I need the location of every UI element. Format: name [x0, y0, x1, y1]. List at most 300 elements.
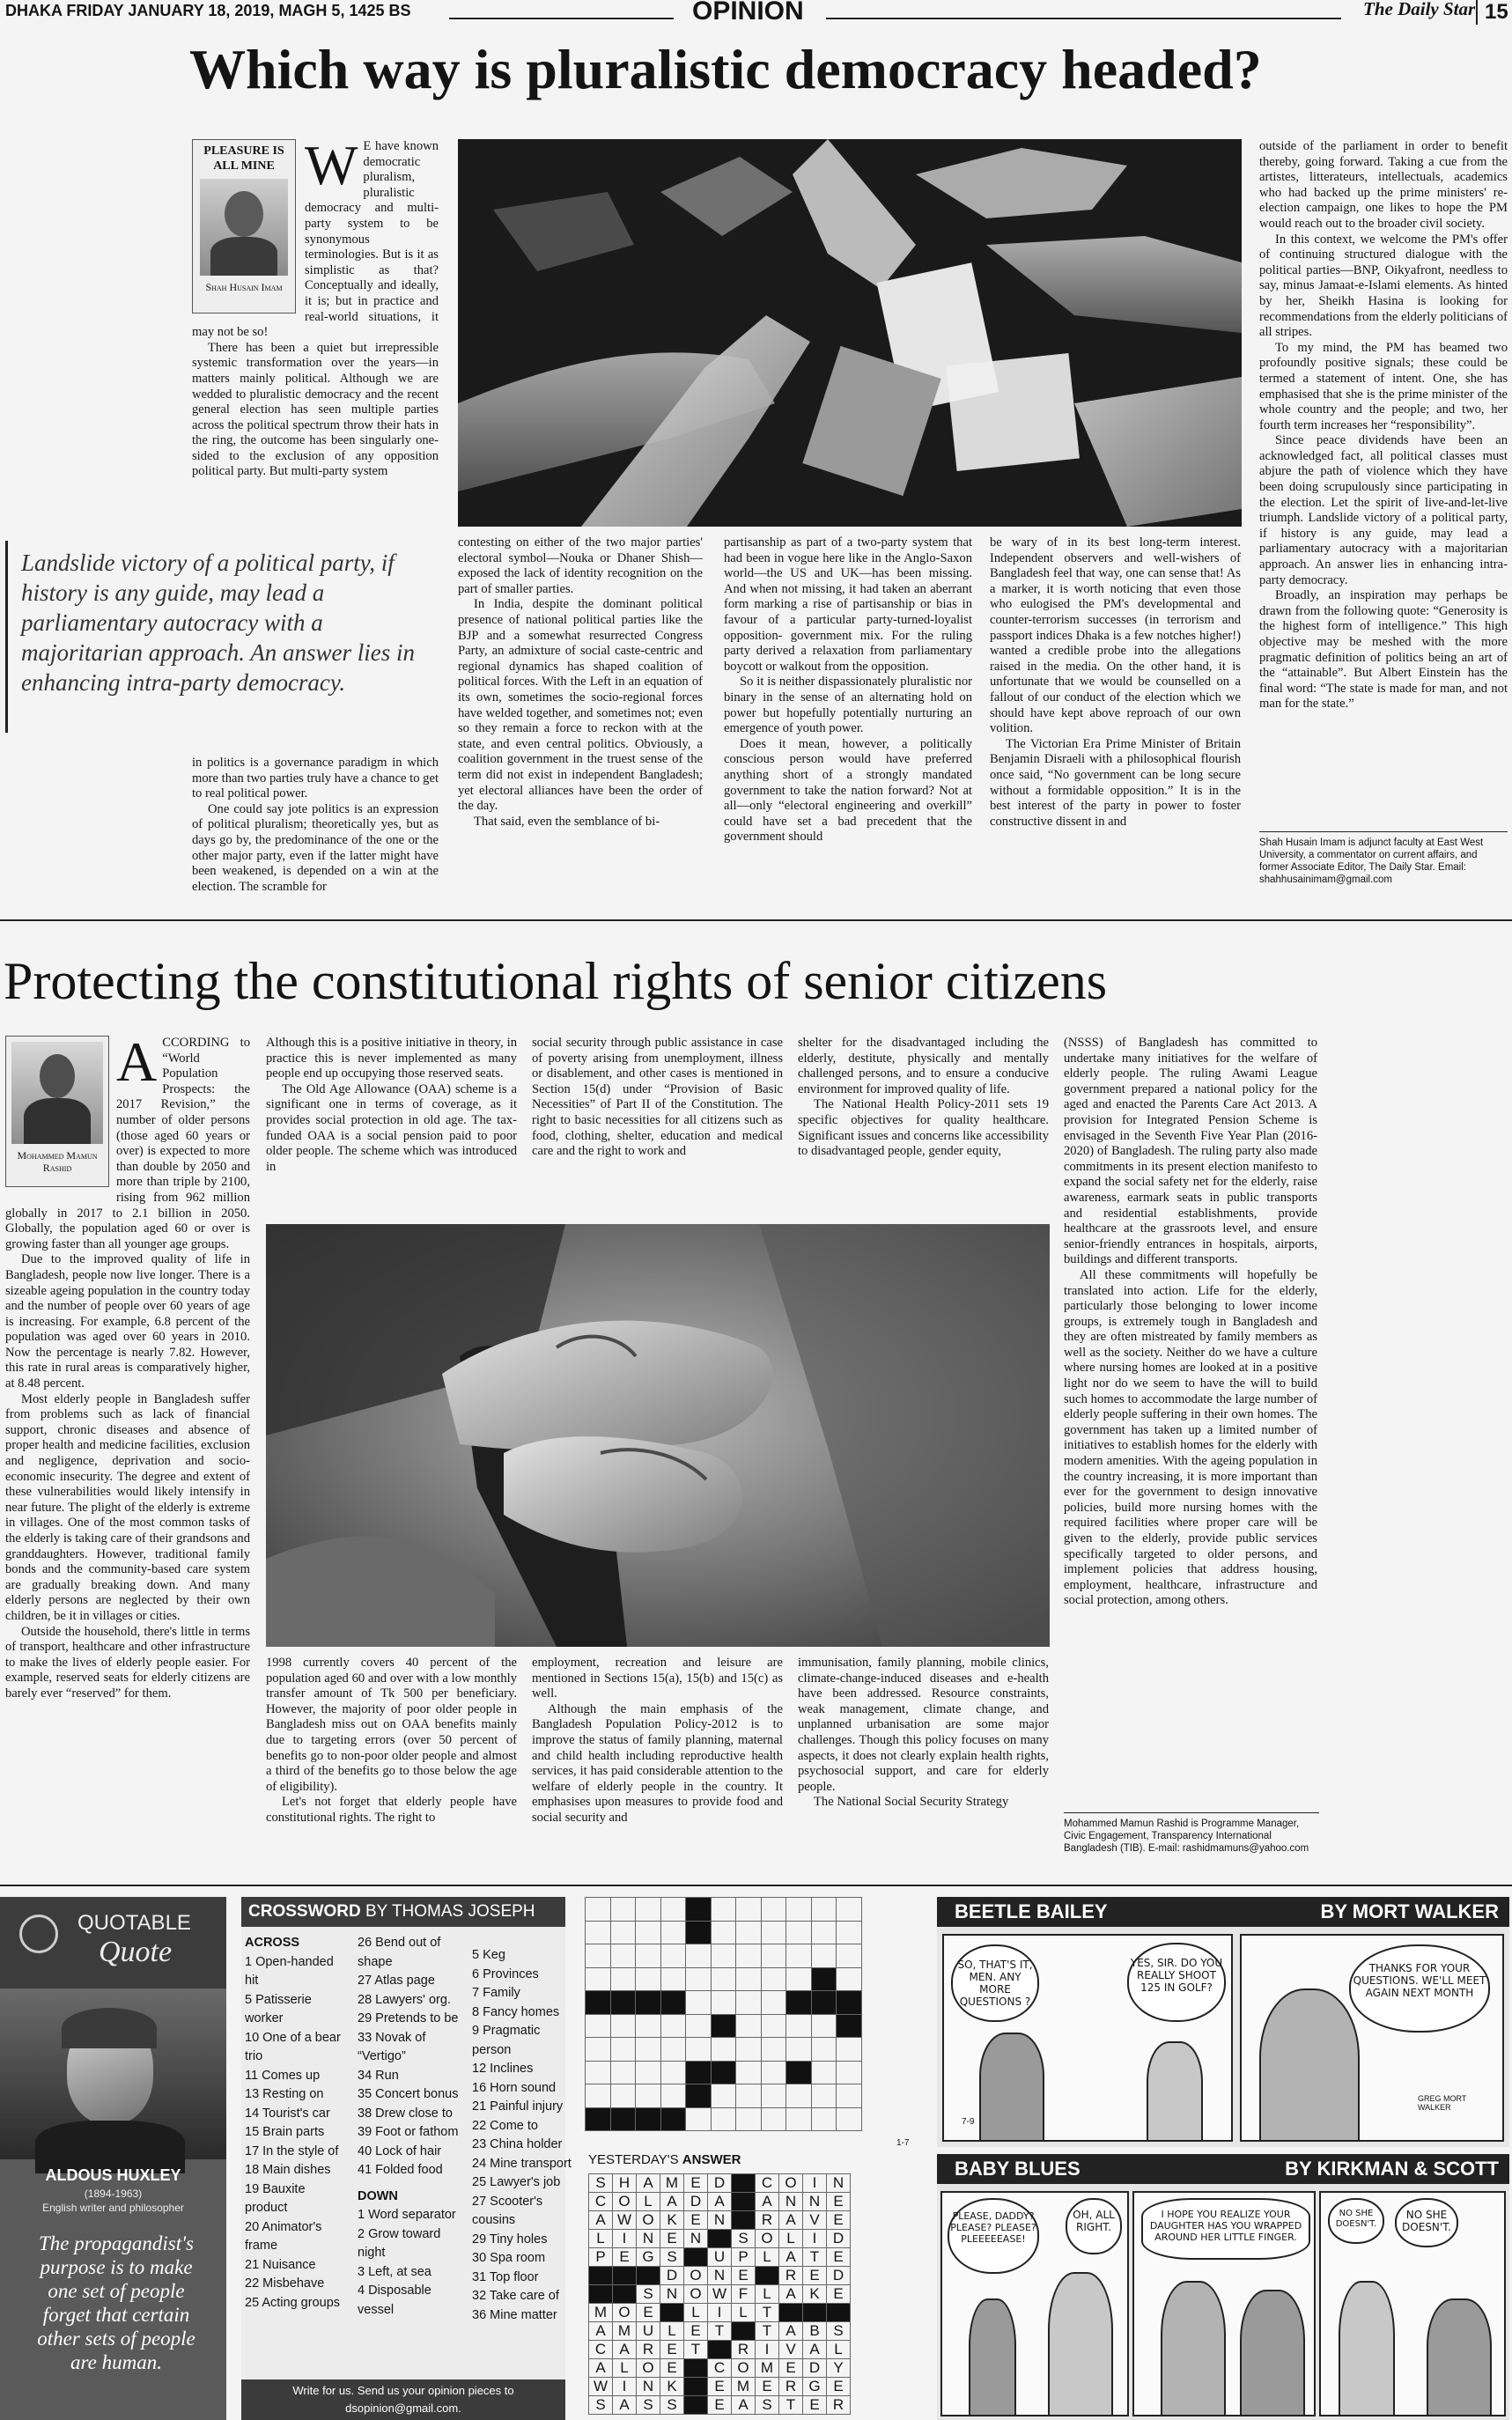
quote-text: The propagandist's purpose is to make one set of people forget that certain other sets of people are human.	[37, 2232, 195, 2373]
grid-cell[interactable]	[711, 2107, 736, 2131]
comic-artist: BY KIRKMAN & SCOTT	[1285, 2158, 1499, 2180]
portrait-huxley	[0, 1988, 226, 2159]
grid-cell[interactable]	[786, 2061, 812, 2084]
character-father	[1427, 2298, 1492, 2416]
grid-cell[interactable]	[837, 2038, 862, 2062]
grid-cell[interactable]	[610, 1967, 636, 1991]
grid-cell[interactable]	[660, 1898, 686, 1922]
paragraph: In India, despite the dominant political presence of national political parties like the BJP and a somewhat resurrected Congress Party, an admixture of social caste-centric and regional dynamics has shaped coalition of political forces. With the Left in an equation of its own, sometimes the socio-regional forces have welded together, and sometimes not; even so they remain a force to reckon with at the state, and even central politics. Obviously, a coalition government in the truest sense of the term did not exist in independent Bangladesh; yet electoral alliances have been the order of the day.	[458, 597, 703, 814]
article2-author-bio: Mohammed Mamun Rashid is Programme Manager, Civic Engagement, Transparency International Bangladesh (TIB). E-mail: rashidmamuns@yahoo.com	[1064, 1819, 1309, 1854]
hands-illustration	[458, 139, 1242, 527]
article2-col2-top	[266, 1036, 517, 1212]
grid-cell[interactable]	[761, 1967, 786, 1991]
across-clues-col1: ACROSS 1 Open-handed hit 5 Patisserie worker 10 One of a bear trio 11 Comes up 13 Resting on 14 Tourist's car 15 Brain parts 17 In the style of 18 Main dishes 19 Bauxite product 20 Animator's frame 21 Nuisance 22 Misbehave 25 Acting groups	[245, 1936, 341, 2310]
grid-cell[interactable]	[811, 2061, 837, 2084]
answer-cell: C	[589, 2193, 613, 2211]
grid-cell[interactable]	[761, 2107, 786, 2131]
grid-cell[interactable]	[736, 2084, 762, 2108]
grid-cell[interactable]	[636, 1991, 661, 2015]
grid-cell[interactable]	[761, 1921, 786, 1944]
paper-name: The Daily Star	[1363, 0, 1476, 19]
page-number: 15	[1476, 0, 1508, 25]
paragraph: social security through public assistance in case of poverty arising from unemployment, illness or disablement, and other cases is mentioned in Section 15(d) under “Provision of Basic Necessities” of Part II of the Constitution. The right to basic necessities for all citizens such as food, clothing, shelter, education and medical care and the right to work and	[532, 1036, 783, 1159]
grid-cell[interactable]	[837, 2084, 862, 2108]
answer-cell: D	[660, 2267, 684, 2285]
grid-cell[interactable]	[686, 1967, 712, 1991]
character-mother	[1339, 2281, 1395, 2416]
paragraph: Let's not forget that elderly people have constitutional rights. The right to	[266, 1795, 517, 1825]
dropcap: A	[116, 1030, 158, 1093]
answer-cell	[684, 2359, 708, 2378]
grid-cell[interactable]	[711, 1898, 736, 1922]
grid-cell[interactable]	[761, 2084, 786, 2108]
grid-cell[interactable]	[736, 2038, 762, 2062]
answer-cell: E	[708, 2396, 732, 2415]
speech-bubble-icon	[19, 1915, 58, 1953]
dateline: DHAKA FRIDAY JANUARY 18, 2019, MAGH 5, 1425 BS	[5, 2, 411, 19]
answer-cell: O	[732, 2359, 756, 2378]
paragraph: The Victorian Era Prime Minister of Britain Benjamin Disraeli with a philosophical flourish once said, “No government can be long secure without a formidable opposition.” It is in the best interest of the party in power to foster constructive dissent in and	[990, 736, 1241, 829]
grid-cell[interactable]	[837, 2014, 862, 2038]
comic-panel-2	[1240, 1934, 1504, 2142]
grid-cell[interactable]	[610, 2107, 636, 2131]
grid-cell[interactable]	[610, 2084, 636, 2108]
paragraph: So it is neither dispassionately pluralistic nor binary in the sense of an alternating hold on power but hopefully potentially nurturing an emergence of youth power.	[724, 675, 972, 736]
paragraph: 1998 currently covers 40 percent of the population aged 60 and over with a low monthly transfer amount of Tk 500 per beneficiary. However, the majority of poor older people in Bangladesh miss out on OAA benefits mainly due to targeting errors (over 50 percent of benefits go to non-poor older people and almost a third of the benefits go to those below the age of eligibility).	[266, 1656, 517, 1794]
grid-cell[interactable]	[736, 2061, 762, 2084]
paragraph: The Old Age Allowance (OAA) scheme is a significant one in terms of coverage, as it provides social protection in old age. The tax-funded OAA is a social pension paid to poor older people. The scheme which was introduced in	[266, 1081, 517, 1174]
answer-cell: Y	[827, 2359, 851, 2378]
grid-cell[interactable]	[711, 2038, 736, 2062]
grid-cell[interactable]	[660, 2014, 686, 2038]
answer-cell: W	[708, 2285, 732, 2304]
grid-cell[interactable]	[811, 1967, 837, 1991]
grid-cell[interactable]	[686, 1991, 712, 2015]
paragraph: In this context, we welcome the PM's offer of continuing structured dialogue with the political parties—BNP, Oikyafront, needless to say, minus Jamaat-e-Islami elements. As hinted by her, Sheikh Hasina is looking for recommendations from the elderly politicians of all stripes.	[1259, 232, 1508, 340]
grid-cell[interactable]	[761, 1898, 786, 1922]
grid-cell[interactable]	[811, 1944, 837, 1968]
answer-cell: E	[827, 2378, 851, 2396]
grid-cell[interactable]	[811, 1991, 837, 2015]
grid-cell[interactable]	[660, 2061, 686, 2084]
grid-cell[interactable]	[660, 2107, 686, 2131]
grid-cell[interactable]	[686, 2014, 712, 2038]
article1-col3	[724, 535, 972, 881]
answer-cell: L	[756, 2248, 779, 2267]
answer-cell	[589, 2285, 613, 2304]
answer-cell: L	[613, 2359, 637, 2378]
article1-headline[interactable]: Which way is pluralistic democracy headed?	[189, 38, 1262, 100]
answer-cell: I	[756, 2341, 779, 2359]
answer-cell: N	[660, 2285, 684, 2304]
grid-cell[interactable]	[811, 2084, 837, 2108]
answer-cell: L	[637, 2193, 660, 2211]
grid-cell[interactable]	[837, 1991, 862, 2015]
article2-col4-top	[798, 1036, 1049, 1212]
grid-cell[interactable]	[686, 1921, 712, 1944]
grid-cell[interactable]	[837, 1921, 862, 1944]
grid-cell[interactable]	[586, 2014, 611, 2038]
answer-cell	[684, 2378, 708, 2396]
grid-cell[interactable]	[736, 1967, 762, 1991]
grid-cell[interactable]	[837, 1967, 862, 1991]
grid-cell[interactable]	[736, 1991, 762, 2015]
masthead-rule-left	[449, 18, 674, 19]
paragraph: Most elderly people in Bangladesh suffer from problems such as lack of financial support, chronic diseases and absence of proper health and medicine facilities, exclusion and negligence, deprivation and socio-economic insecurity. The degree and extent of these vulnerabilities would likely intensify in near future. The plight of the elderly is extreme in villages. One of the most common tasks of the elderly is taking care of their grandsons and granddaughters. However, traditional family bonds and the community-based care system are gradually breaking down. And many elderly persons are neglected by their own children, be it in villages or cities.	[5, 1391, 250, 1623]
grid-cell[interactable]	[636, 2084, 661, 2108]
speech-bubble: OH, ALL RIGHT.	[1066, 2198, 1122, 2254]
grid-cell[interactable]	[761, 1944, 786, 1968]
grid-cell[interactable]	[586, 1921, 611, 1944]
answer-cell: E	[708, 2378, 732, 2396]
comic-title-bar	[937, 2154, 1509, 2184]
grid-cell[interactable]	[660, 2084, 686, 2108]
speech-bubble: NO SHE DOESN'T.	[1328, 2198, 1384, 2244]
crossword-panel	[241, 1897, 572, 2420]
comic-title: BEETLE BAILEY	[955, 1900, 1108, 1922]
answer-cell: N	[637, 2230, 660, 2248]
paragraph: in politics is a governance paradigm in which more than two parties truly have a chance to get to real political power.	[192, 756, 439, 801]
answer-cell	[732, 2211, 756, 2230]
grid-cell[interactable]	[761, 2061, 786, 2084]
quotable-quote-panel	[0, 1897, 226, 2420]
grid-cell[interactable]	[736, 2014, 762, 2038]
paragraph: All these commitments will hopefully be translated into action. Life for the elderly, particularly those belonging to lower income groups, is extremely tough in Bangladesh and they are often mistreated by family members as well as the society. Neither do we have a culture where nursing homes are looked at in a positive light nor do we seem to have the will to build such homes to accommodate the large number of elderly people suffering in their own homes. The government has taken up a limited number of initiatives to establish homes for the elderly with modern amenities. With the ageing population in the country increasing, it is more important than ever for the government to design innovative policies, build more nursing homes with the required facilities where proper care will be given to the elderly, provide public services specifically targeted to older persons, and implement policies that address housing, employment, healthcare, infrastructure and social protection, among others.	[1064, 1267, 1317, 1608]
answer-cell	[732, 2322, 756, 2341]
grid-cell[interactable]	[660, 2038, 686, 2062]
answer-cell: S	[660, 2248, 684, 2267]
answer-cell: R	[756, 2211, 779, 2230]
grid-cell[interactable]	[686, 1944, 712, 1968]
grid-cell[interactable]	[636, 1921, 661, 1944]
answer-cell: S	[660, 2396, 684, 2415]
answer-cell: N	[708, 2211, 732, 2230]
answer-cell	[637, 2267, 660, 2285]
answer-cell: A	[589, 2322, 613, 2341]
grid-cell[interactable]	[610, 1898, 636, 1922]
answer-cell: D	[684, 2193, 708, 2211]
answer-cell: E	[732, 2267, 756, 2285]
answer-cell: V	[779, 2341, 803, 2359]
grid-cell[interactable]	[736, 2107, 762, 2131]
answer-cell: K	[803, 2285, 827, 2304]
answer-cell: O	[637, 2359, 660, 2378]
grid-caption: 1-7	[896, 2138, 910, 2148]
grid-cell[interactable]	[586, 2061, 611, 2084]
grid-cell[interactable]	[711, 1991, 736, 2015]
character-sarge	[979, 2033, 1044, 2142]
answer-cell: N	[827, 2174, 851, 2193]
grid-cell[interactable]	[761, 2014, 786, 2038]
answer-cell: E	[613, 2248, 637, 2267]
grid-cell[interactable]	[586, 1944, 611, 1968]
grid-cell[interactable]	[837, 1944, 862, 1968]
article1-author-bio: Shah Husain Imam is adjunct faculty at East West University, a commentator on current affairs, and former Associate Editor, The Daily Star. Email: shahhusainimam@gmail.com	[1259, 837, 1484, 885]
grid-cell[interactable]	[711, 2014, 736, 2038]
grid-cell[interactable]	[686, 2061, 712, 2084]
grid-cell[interactable]	[636, 2107, 661, 2131]
answer-cell: O	[613, 2304, 637, 2322]
grid-cell[interactable]	[837, 1898, 862, 1922]
grid-cell[interactable]	[610, 1991, 636, 2015]
answer-cell	[613, 2285, 637, 2304]
answer-cell: O	[684, 2267, 708, 2285]
grid-cell[interactable]	[736, 1898, 762, 1922]
answer-cell: S	[637, 2396, 660, 2415]
grid-cell[interactable]	[610, 2014, 636, 2038]
grid-cell[interactable]	[610, 2061, 636, 2084]
grid-cell[interactable]	[610, 2038, 636, 2062]
answer-cell: I	[613, 2378, 637, 2396]
answer-cell: L	[756, 2285, 779, 2304]
paragraph: The National Health Policy-2011 sets 19 specific objectives for quality healthcare. Significant issues and concerns like accessibility to disadvantaged people, gender equity,	[798, 1097, 1049, 1159]
paragraph: E have known democratic pluralism, pluralistic democracy and multi-party system to be synonymous terminologies. But is it as simplistic as that? Conceptually and ideally, it is; but in practice and real-world situations, it may not be so!	[192, 139, 439, 340]
answer-cell: S	[827, 2322, 851, 2341]
comic-beetle-bailey	[937, 1897, 1509, 2147]
grid-cell[interactable]	[736, 1944, 762, 1968]
dropcap: W	[305, 134, 358, 196]
answer-cell: C	[708, 2359, 732, 2378]
article2-headline[interactable]: Protecting the constitutional rights of senior citizens	[4, 952, 1108, 1010]
grid-cell[interactable]	[786, 2084, 812, 2108]
answer-cell: U	[637, 2322, 660, 2341]
comic-baby-blues	[937, 2154, 1509, 2420]
grid-cell[interactable]	[686, 2038, 712, 2062]
quote-header	[0, 1897, 226, 1988]
write-for-us-footer[interactable]: Write for us. Send us your opinion pieces to dsopinion@gmail.com.	[241, 2379, 565, 2420]
paragraph: One could say jote politics is an expression of political pluralism; theoretically yes, but as days go by, the predominance of the one or the other major party, even if the latter might have been weakened, is depended on a win at the election. The scramble for	[192, 801, 439, 894]
grid-cell[interactable]	[711, 1967, 736, 1991]
character-soldier	[1147, 2041, 1203, 2142]
answer-cell: A	[708, 2193, 732, 2211]
answer-cell	[660, 2304, 684, 2322]
answer-cell: A	[589, 2359, 613, 2378]
answer-cell: L	[589, 2230, 613, 2248]
grid-cell[interactable]	[711, 2084, 736, 2108]
grid-cell[interactable]	[586, 2038, 611, 2062]
answer-cell	[827, 2304, 851, 2322]
author-name: Shah Husain Imam	[205, 281, 283, 293]
character-mother	[1161, 2281, 1226, 2416]
speech-bubble: THANKS FOR YOUR QUESTIONS. WE'LL MEET AGAIN NEXT MONTH	[1349, 1944, 1490, 2033]
answer-cell: R	[732, 2341, 756, 2359]
answer-cell: U	[708, 2248, 732, 2267]
paragraph: Since peace dividends have been an acknowledged fact, all political classes must abjure the path of violence which they have been doing scrupulously since participating in the election. Let the spirit of live-and-let-live triumph. Landslide victory of a political party, if history is any guide, may lead a parliamentary autocracy with a majoritarian approach. An answer lies in enhancing intra-party democracy.	[1259, 433, 1508, 587]
character-child	[969, 2298, 1016, 2416]
grid-cell[interactable]	[786, 1898, 812, 1922]
grid-cell[interactable]	[660, 1944, 686, 1968]
comic-title: BABY BLUES	[955, 2158, 1081, 2180]
comic-date: 7-9	[962, 2117, 975, 2127]
article2-col3-top	[532, 1036, 783, 1212]
article1-col2	[458, 535, 703, 881]
grid-cell[interactable]	[786, 1944, 812, 1968]
grid-cell[interactable]	[636, 1967, 661, 1991]
grid-cell[interactable]	[636, 2014, 661, 2038]
grid-cell[interactable]	[660, 1921, 686, 1944]
grid-cell[interactable]	[761, 1991, 786, 2015]
answer-cell: N	[803, 2193, 827, 2211]
answer-cell: T	[756, 2304, 779, 2322]
answer-cell: L	[684, 2304, 708, 2322]
section-divider	[0, 1885, 1512, 1886]
paragraph: CCORDING to “World Population Prospects: the 2017 Revision,” the number of older persons (those aged 60 years or over) is expected to more than double by 2050 and more than triple by 2100, rising from 962 million globally in 2017 to 2.1 billion in 2050. Globally, the population aged 60 or over is growing faster than all younger age groups.	[5, 1036, 250, 1251]
answer-cell: R	[827, 2396, 851, 2415]
yesterdays-answer-label: YESTERDAY'S ANSWER	[588, 2152, 741, 2167]
answer-cell: I	[613, 2230, 637, 2248]
grid-cell[interactable]	[686, 1898, 712, 1922]
character-father	[1048, 2272, 1113, 2416]
answer-cell: D	[803, 2359, 827, 2378]
answer-cell	[613, 2267, 637, 2285]
article2-col2-bottom	[266, 1656, 517, 1863]
grid-cell[interactable]	[586, 2084, 611, 2108]
grid-cell[interactable]	[610, 1944, 636, 1968]
answer-cell: E	[756, 2378, 779, 2396]
pullquote-bar	[5, 541, 8, 733]
answer-cell: S	[732, 2230, 756, 2248]
answer-cell: M	[589, 2304, 613, 2322]
grid-cell[interactable]	[811, 2014, 837, 2038]
answer-cell: R	[779, 2267, 803, 2285]
answer-cell: E	[803, 2267, 827, 2285]
grid-cell[interactable]	[660, 1991, 686, 2015]
grid-cell[interactable]	[837, 2061, 862, 2084]
speech-bubble: I HOPE YOU REALIZE YOUR DAUGHTER HAS YOU WRAPPED AROUND HER LITTLE FINGER.	[1141, 2198, 1310, 2260]
section-divider	[0, 919, 1512, 921]
paragraph: outside of the parliament in order to benefit thereby, going forward. Taking a cue from the artistes, litterateurs, intellectuals, academics who had backed up the prime ministers' re-election campaign, one likes to hope the PM would reach out to the broader civil society.	[1259, 139, 1508, 231]
answer-cell: T	[756, 2322, 779, 2341]
answer-cell: O	[613, 2193, 637, 2211]
across-down-clues-col2: 26 Bend out of shape 27 Atlas page 28 Lawyers' org. 29 Pretends to be 33 Novak of “Vertigo” 34 Run 35 Concert bonus 38 Drew close to 39 Foot or fathom 40 Lock of hair 41 Folded food DOWN 1 Word separator 2 Grow toward night 3 Left, at sea 4 Disposable vessel	[358, 1936, 459, 2317]
answer-cell: F	[732, 2285, 756, 2304]
grid-cell[interactable]	[811, 1898, 837, 1922]
answer-cell: T	[684, 2341, 708, 2359]
answer-cell: A	[756, 2193, 779, 2211]
grid-cell[interactable]	[811, 2038, 837, 2062]
crossword-grid[interactable]	[585, 1897, 862, 2131]
grid-cell[interactable]	[786, 2014, 812, 2038]
grid-cell[interactable]	[586, 1898, 611, 1922]
grid-cell[interactable]	[686, 2107, 712, 2131]
article1-col1-top	[192, 134, 439, 534]
answer-cell: A	[779, 2285, 803, 2304]
answer-cell: E	[684, 2322, 708, 2341]
answer-cell: T	[803, 2248, 827, 2267]
grid-cell[interactable]	[660, 1967, 686, 1991]
answer-cell: E	[660, 2359, 684, 2378]
answer-cell: A	[732, 2396, 756, 2415]
answer-cell: A	[660, 2193, 684, 2211]
grid-cell[interactable]	[686, 2084, 712, 2108]
answer-cell: O	[779, 2174, 803, 2193]
answer-cell: S	[637, 2285, 660, 2304]
crossword-title: CROSSWORD BY THOMAS JOSEPH	[241, 1897, 565, 1927]
grid-cell[interactable]	[586, 1967, 611, 1991]
grid-cell[interactable]	[786, 2107, 812, 2131]
bio-rule	[1259, 831, 1508, 832]
answer-cell: E	[827, 2193, 851, 2211]
answer-cell: A	[803, 2341, 827, 2359]
answer-cell: K	[660, 2378, 684, 2396]
grid-cell[interactable]	[786, 1921, 812, 1944]
comic-title-bar	[937, 1897, 1509, 1927]
grid-cell[interactable]	[786, 2038, 812, 2062]
grid-cell[interactable]	[811, 2107, 837, 2131]
answer-cell: V	[803, 2211, 827, 2230]
paragraph: Although the main emphasis of the Bangladesh Population Policy-2012 is to improve the status of family planning, maternal and child health including reproductive health services, it has paid considerable attention to the welfare of elderly people in the country. It emphasises upon measures to provide food and social security and	[532, 1701, 783, 1825]
article1-illustration-hands	[458, 139, 1242, 527]
yesterdays-answer-grid	[588, 2173, 851, 2415]
grid-cell[interactable]	[761, 2038, 786, 2062]
grid-cell[interactable]	[636, 1898, 661, 1922]
comic-artist: BY MORT WALKER	[1320, 1900, 1499, 1922]
answer-cell: A	[779, 2322, 803, 2341]
elderly-hands-photo	[266, 1224, 1050, 1647]
grid-cell[interactable]	[786, 1991, 812, 2015]
grid-cell[interactable]	[610, 1921, 636, 1944]
paragraph: contesting on either of the two major parties' electoral symbol—Nouka or Dhaner Shish—exposed the lack of identity recognition on the part of smaller parties.	[458, 535, 703, 596]
answer-cell: N	[708, 2267, 732, 2285]
answer-cell: D	[827, 2230, 851, 2248]
author-name: Mohammed Mamun Rashid	[17, 1149, 98, 1174]
quote-heading: QUOTABLE	[77, 1911, 191, 1935]
answer-cell: L	[827, 2341, 851, 2359]
answer-cell: D	[708, 2174, 732, 2193]
grid-cell[interactable]	[837, 2107, 862, 2131]
grid-cell[interactable]	[636, 2061, 661, 2084]
grid-cell[interactable]	[736, 1921, 762, 1944]
answer-cell: E	[827, 2285, 851, 2304]
answer-cell: N	[779, 2193, 803, 2211]
down-clues-col3: 5 Keg 6 Provinces 7 Family 8 Fancy homes 9 Pragmatic person 12 Inclines 16 Horn sound 21 Painful injury 22 Come to 23 China holder 24 Mine transport 25 Lawyer's job 27 Scooter's cousins 29 Tiny holes 30 Spa room 31 Top floor 32 Take care of 36 Mine matter	[472, 1948, 572, 2322]
comic-panel-1	[940, 2191, 1129, 2416]
grid-cell[interactable]	[586, 1991, 611, 2015]
article1-col5	[1259, 139, 1508, 826]
grid-cell[interactable]	[711, 1921, 736, 1944]
quote-author: ALDOUS HUXLEY	[45, 2166, 181, 2184]
answer-cell: O	[684, 2285, 708, 2304]
answer-cell: E	[660, 2341, 684, 2359]
answer-cell	[756, 2267, 779, 2285]
answer-cell: C	[589, 2341, 613, 2359]
quote-author-description: English writer and philosopher	[42, 2202, 184, 2214]
answer-cell: T	[708, 2322, 732, 2341]
answer-cell: E	[779, 2359, 803, 2378]
answer-cell: N	[637, 2378, 660, 2396]
answer-cell: L	[732, 2304, 756, 2322]
paragraph: Does it mean, however, a politically conscious person would have preferred anything short of a strongly mandated government to take the nation forward? Not at all—only “electoral engineering and overkill” could have set a bad precedent that the government should	[724, 736, 972, 845]
answer-cell: H	[613, 2174, 637, 2193]
grid-cell[interactable]	[786, 1967, 812, 1991]
grid-cell[interactable]	[636, 2038, 661, 2062]
answer-cell: L	[660, 2322, 684, 2341]
grid-cell[interactable]	[586, 2107, 611, 2131]
paragraph: shelter for the disadvantaged including the elderly, destitute, physically and mentally challenged persons, and to ensure a conducive environment for improved quality of life.	[798, 1036, 1049, 1096]
grid-cell[interactable]	[711, 1944, 736, 1968]
grid-cell[interactable]	[636, 1944, 661, 1968]
paragraph: That said, even the semblance of bi-	[474, 814, 660, 829]
speech-bubble: YES, SIR. DO YOU REALLY SHOOT 125 IN GOLF?	[1127, 1943, 1226, 2022]
answer-cell: A	[637, 2174, 660, 2193]
grid-cell[interactable]	[811, 1921, 837, 1944]
answer-cell	[732, 2174, 756, 2193]
paragraph: immunisation, family planning, mobile clinics, climate-change-induced diseases and e-health have been addressed. Resource constraints, weak management, climate change, and unplanned urbanisation are some major challenges. Though this policy focuses on many aspects, it does not clearly explain health rights, psychosocial support, and care for elderly people.	[798, 1656, 1049, 1794]
paragraph: partisanship as part of a two-party system that had been in vogue here like in the Anglo-Saxon world—the US and UK—has been missing. And when not missing, it had taken an aberrant form marking a rise of partisanship or bias in favour of a particular party-turned-loyalist opposition- government mix. For the ruling party derived a relaxation from parliamentary boycott or walkout from the opposition.	[724, 535, 972, 674]
answer-cell	[779, 2304, 803, 2322]
grid-cell[interactable]	[711, 2061, 736, 2084]
answer-cell: S	[589, 2396, 613, 2415]
